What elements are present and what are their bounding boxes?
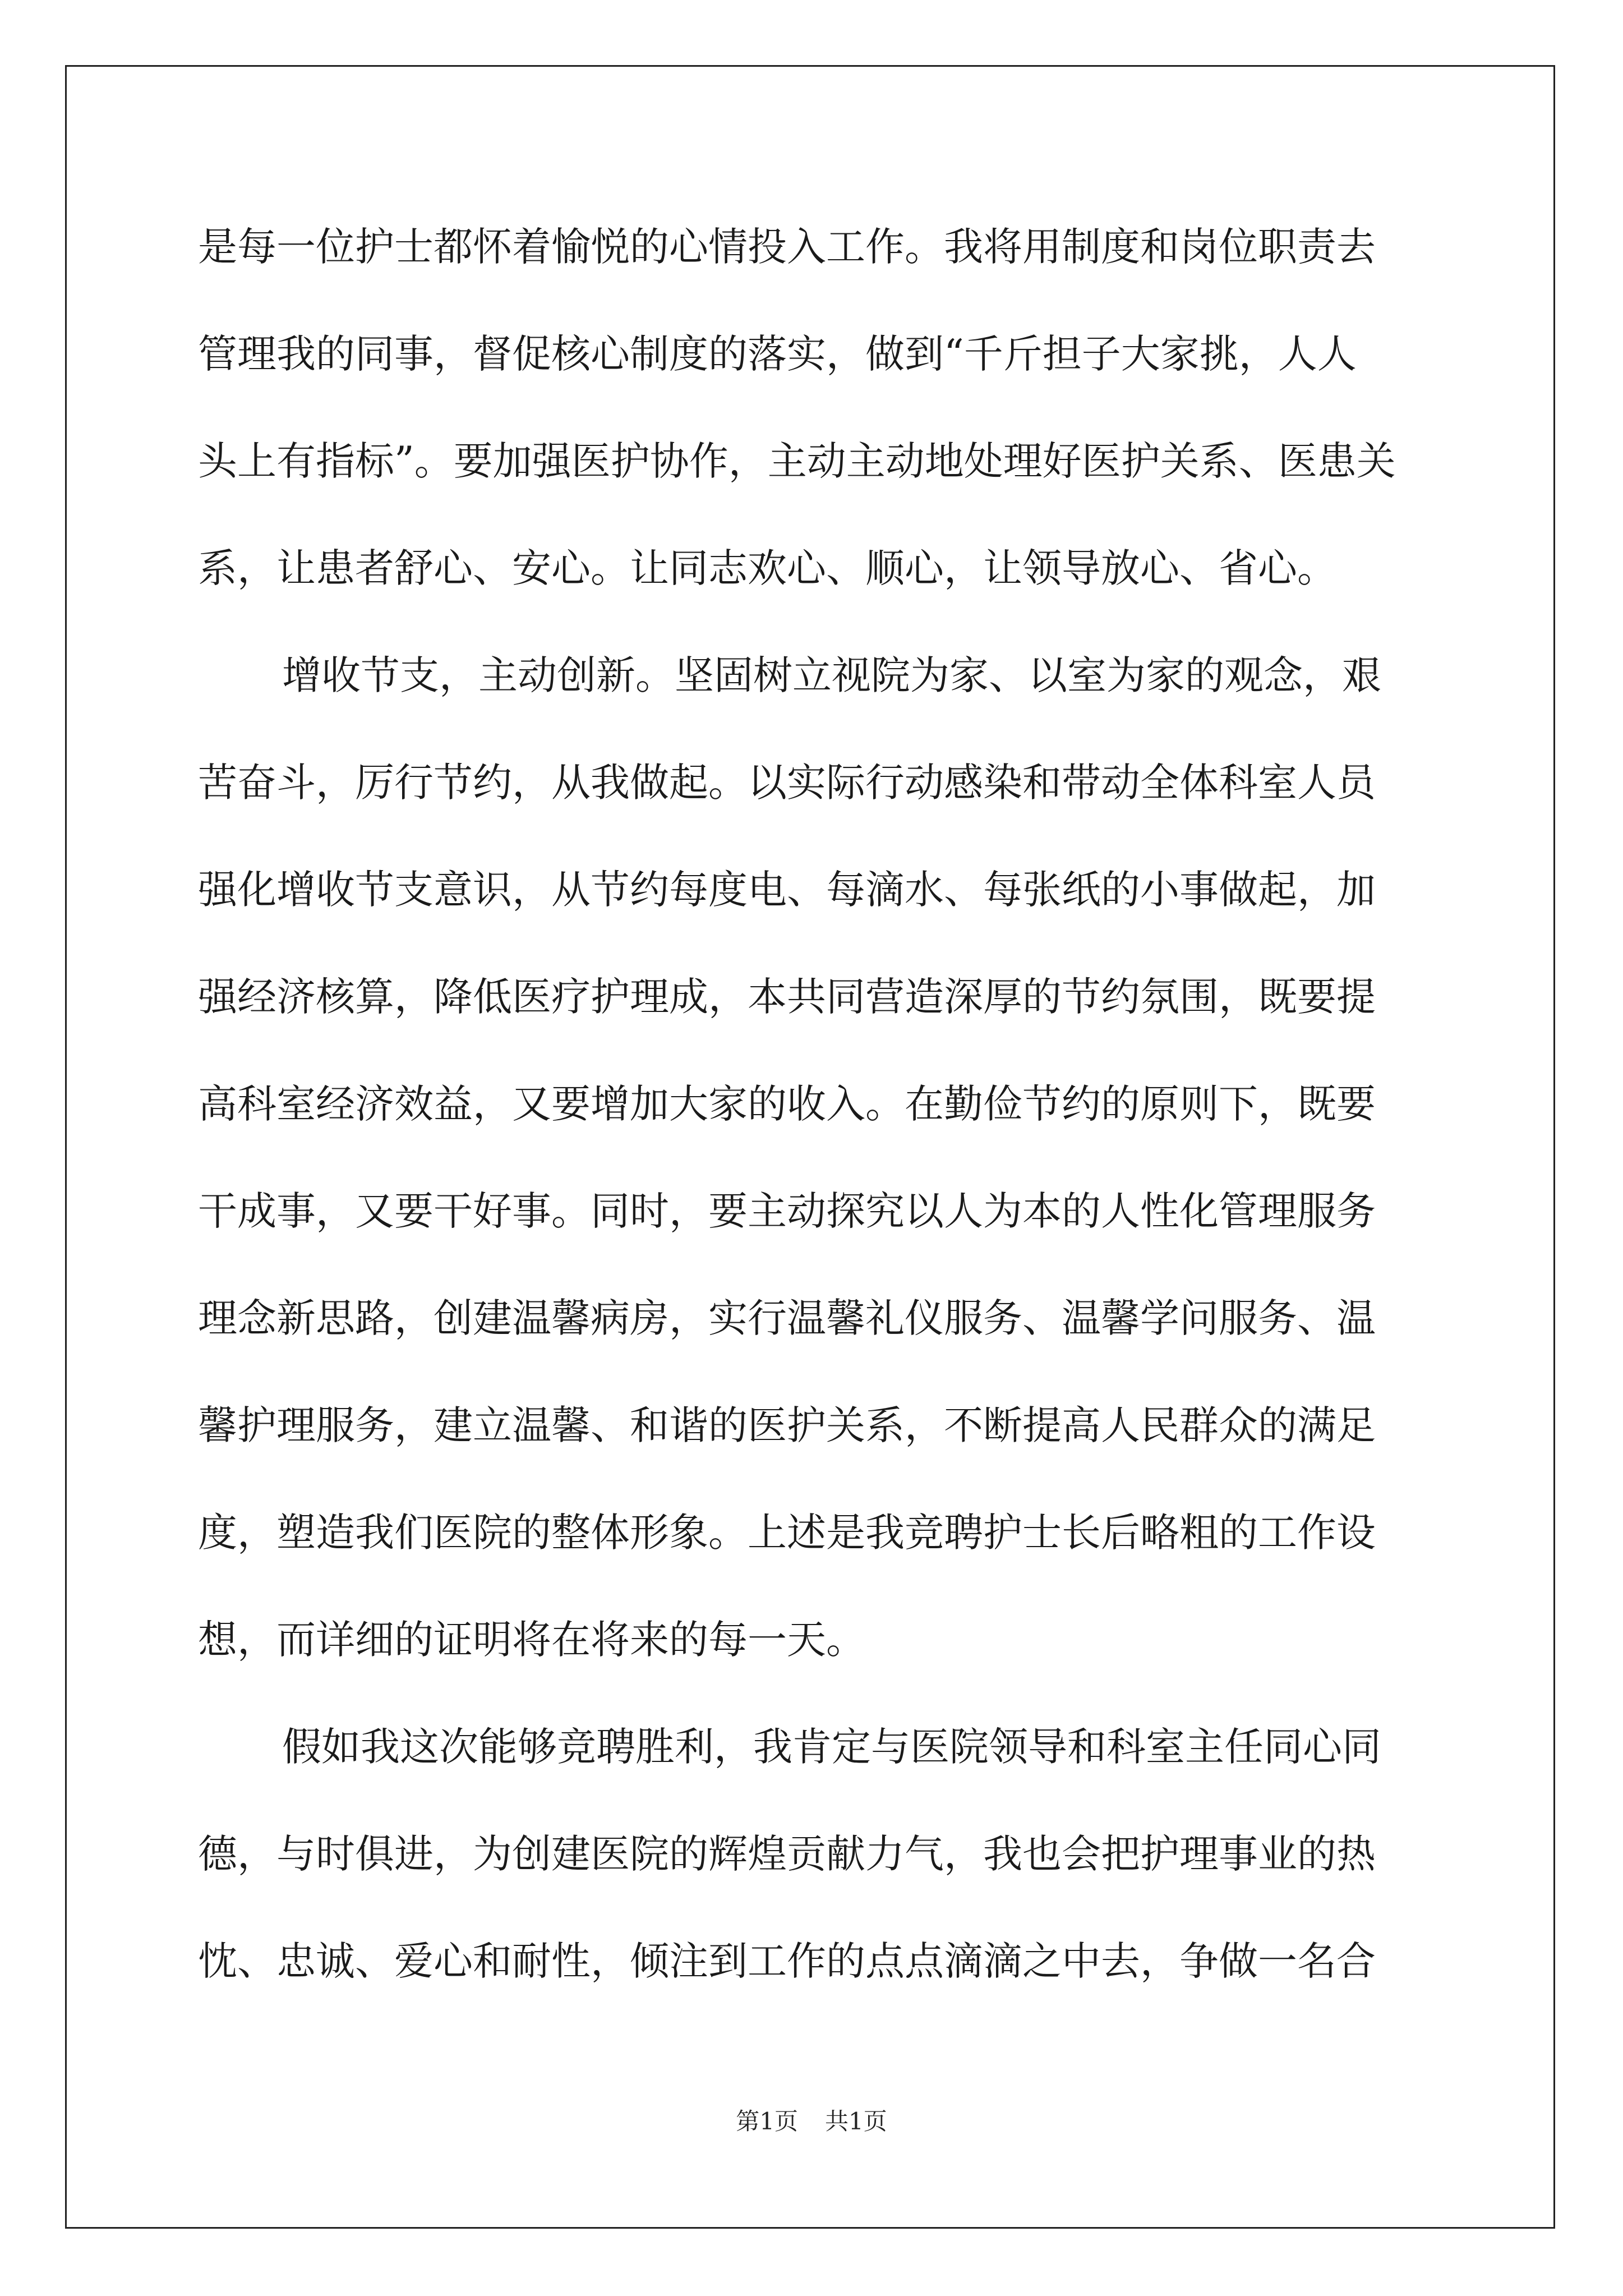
text-line: 管理我的同事，督促核心制度的落实，做到“千斤担子大家挑，人人 — [198, 331, 1357, 377]
page-total: 共1页 — [825, 2108, 887, 2135]
page-footer — [0, 2105, 1623, 2138]
text-line: 度，塑造我们医院的整体形象。上述是我竞聘护士长后略粗的工作设 — [198, 1510, 1376, 1556]
page-border — [65, 65, 1555, 2229]
text-line: 理念新思路，创建温馨病房，实行温馨礼仪服务、温馨学问服务、温 — [198, 1295, 1376, 1341]
paragraph-start-line: 增收节支，主动创新。坚固树立视院为家、以室为家的观念，艰 — [282, 652, 1381, 698]
text-line: 强化增收节支意识，从节约每度电、每滴水、每张纸的小事做起，加 — [198, 867, 1376, 913]
text-line: 干成事，又要干好事。同时，要主动探究以人为本的人性化管理服务 — [198, 1188, 1376, 1234]
text-line: 强经济核算，降低医疗护理成，本共同营造深厚的节约氛围，既要提 — [198, 974, 1376, 1020]
text-line: 忱、忠诚、爱心和耐性，倾注到工作的点点滴滴之中去，争做一名合 — [198, 1938, 1376, 1984]
paragraph-start-line: 假如我这次能够竞聘胜利，我肯定与医院领导和科室主任同心同 — [282, 1724, 1381, 1770]
text-line: 头上有指标”。要加强医护协作，主动主动地处理好医护关系、医患关 — [198, 438, 1396, 484]
page-number: 第1页 — [736, 2108, 798, 2135]
text-line: 苦奋斗，厉行节约，从我做起。以实际行动感染和带动全体科室人员 — [198, 760, 1376, 806]
text-line: 想，而详细的证明将在将来的每一天。 — [198, 1617, 865, 1663]
text-line: 是每一位护士都怀着愉悦的心情投入工作。我将用制度和岗位职责去 — [198, 224, 1376, 270]
text-line: 高科室经济效益，又要增加大家的收入。在勤俭节约的原则下，既要 — [198, 1081, 1376, 1127]
text-line: 德，与时俱进，为创建医院的辉煌贡献力气，我也会把护理事业的热 — [198, 1831, 1376, 1877]
text-line: 系，让患者舒心、安心。让同志欢心、顺心，让领导放心、省心。 — [198, 545, 1336, 591]
text-line: 馨护理服务，建立温馨、和谐的医护关系，不断提高人民群众的满足 — [198, 1402, 1376, 1448]
